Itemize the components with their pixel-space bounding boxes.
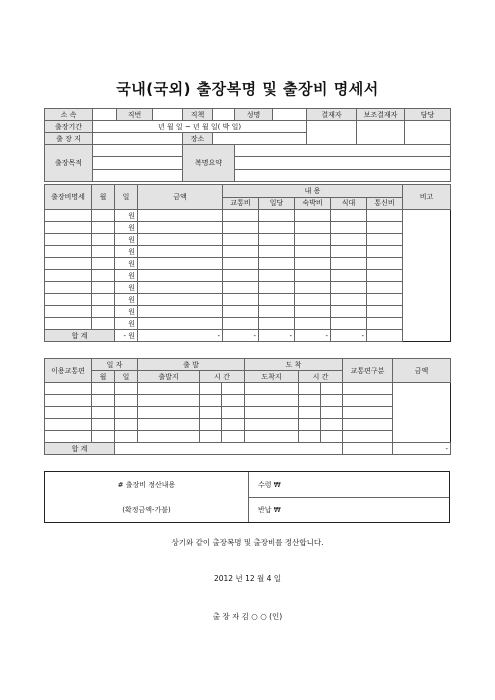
label-bojo-gyeoljaeja: 보조결재자	[357, 109, 405, 121]
expense-cell[interactable]	[295, 210, 331, 222]
expense-cell[interactable]	[331, 282, 367, 294]
transport-cell[interactable]	[200, 431, 222, 443]
expense-cell[interactable]	[138, 222, 223, 234]
transport-table	[44, 358, 451, 455]
exp-sub-header: 교통비	[223, 197, 259, 210]
expense-cell[interactable]	[92, 318, 115, 330]
expense-cell[interactable]	[45, 258, 92, 270]
expense-amount-cell[interactable]: 원	[115, 234, 138, 246]
transport-cell[interactable]	[138, 395, 200, 407]
expense-cell[interactable]	[367, 258, 403, 270]
exp-total-amount: - 원	[115, 330, 138, 342]
expense-cell[interactable]	[138, 282, 223, 294]
transport-cell[interactable]	[45, 407, 92, 419]
transport-cell[interactable]	[299, 419, 321, 431]
expense-cell[interactable]	[259, 294, 295, 306]
transport-row	[45, 419, 451, 431]
settlement-box	[44, 471, 450, 523]
expense-cell[interactable]	[45, 246, 92, 258]
expense-cell[interactable]	[331, 318, 367, 330]
transport-cell[interactable]	[92, 431, 115, 443]
expense-vertical-char: 비	[64, 193, 72, 201]
expense-cell[interactable]	[223, 222, 259, 234]
transport-cell[interactable]	[92, 407, 115, 419]
label-jikchaek: 직책	[183, 109, 213, 121]
transport-cell[interactable]	[343, 419, 393, 431]
expense-cell[interactable]	[92, 222, 115, 234]
expense-cell[interactable]	[92, 282, 115, 294]
expense-cell[interactable]	[138, 270, 223, 282]
transport-vertical-char: 이	[51, 366, 58, 375]
expense-cell[interactable]	[367, 270, 403, 282]
trn-total-empty	[115, 443, 343, 455]
transport-cell[interactable]	[45, 395, 92, 407]
settlement-left	[45, 472, 249, 522]
transport-cell[interactable]	[92, 395, 115, 407]
expense-cell[interactable]	[331, 294, 367, 306]
expense-cell[interactable]	[45, 234, 92, 246]
transport-vertical-char: 용	[57, 366, 65, 375]
transport-cell[interactable]	[92, 419, 115, 431]
expense-cell[interactable]	[295, 294, 331, 306]
bannap-field[interactable]: 반납 ₩	[258, 506, 281, 514]
expense-cell[interactable]	[367, 246, 403, 258]
statement-text: 상기와 같이 출장복명 및 출장비를 정산합니다.	[171, 538, 324, 547]
exp-sub-header: 식대	[331, 197, 367, 210]
expense-cell[interactable]	[223, 258, 259, 270]
expense-cell[interactable]	[259, 258, 295, 270]
transport-cell[interactable]	[245, 419, 299, 431]
transport-cell[interactable]	[245, 383, 299, 395]
transport-row	[45, 431, 451, 443]
transport-cell[interactable]	[245, 395, 299, 407]
expense-cell[interactable]	[295, 258, 331, 270]
expense-amount-cell[interactable]: 원	[115, 282, 138, 294]
transport-cell[interactable]	[343, 395, 393, 407]
transport-vertical-char: 통	[71, 366, 79, 375]
transport-cell[interactable]	[200, 419, 222, 431]
expense-cell[interactable]	[45, 318, 92, 330]
settlement-item1: # 출장비 정산내용	[117, 481, 176, 489]
expense-cell[interactable]	[92, 210, 115, 222]
expense-cell[interactable]	[138, 210, 223, 222]
expense-cell[interactable]	[367, 306, 403, 318]
trn-total-gubun	[343, 443, 393, 455]
trn-h-dochak: 도 착	[245, 359, 343, 371]
exp-sub-header: 숙박비	[295, 197, 331, 210]
transport-cell[interactable]	[45, 431, 92, 443]
expense-cell[interactable]	[92, 306, 115, 318]
expense-cell[interactable]	[92, 294, 115, 306]
transport-cell[interactable]	[200, 395, 222, 407]
exp-h-il: 일	[115, 185, 138, 210]
exp-sub-header: 일당	[259, 197, 295, 210]
transport-cell[interactable]	[321, 395, 343, 407]
transport-cell[interactable]	[299, 407, 321, 419]
expense-cell[interactable]	[295, 306, 331, 318]
date-text: 2012 년 12 월 4 일	[213, 574, 282, 583]
expense-cell[interactable]	[331, 222, 367, 234]
expense-row	[45, 318, 451, 330]
expense-cell[interactable]	[45, 270, 92, 282]
expense-amount-cell[interactable]: 원	[115, 294, 138, 306]
transport-cell[interactable]	[245, 431, 299, 443]
transport-cell[interactable]	[138, 419, 200, 431]
label-jangso: 장소	[183, 133, 213, 145]
expense-row	[45, 246, 451, 258]
expense-cell[interactable]	[295, 318, 331, 330]
transport-cell[interactable]	[222, 419, 245, 431]
expense-cell[interactable]	[138, 306, 223, 318]
trn-h-dochakji: 도착지	[245, 371, 299, 383]
exp-h-naeyong: 내 용	[223, 185, 403, 198]
expense-cell[interactable]	[92, 234, 115, 246]
expense-cell[interactable]	[45, 210, 92, 222]
label-seongmyeong: 성명	[235, 109, 273, 121]
exp-sub-header: 통신비	[367, 197, 403, 210]
transport-cell[interactable]	[299, 395, 321, 407]
label-damdang: 담당	[405, 109, 451, 121]
signer-text: 출 장 자 김 ○ ○ (인)	[212, 612, 283, 621]
transport-cell[interactable]	[138, 431, 200, 443]
transport-row	[45, 407, 451, 419]
exp-total-gyotong: -	[138, 330, 223, 342]
expense-cell[interactable]	[367, 294, 403, 306]
trn-h-sigan2: 시 간	[299, 371, 343, 383]
expense-cell[interactable]	[138, 258, 223, 270]
expense-cell[interactable]	[259, 306, 295, 318]
transport-row	[45, 383, 451, 395]
transport-cell[interactable]	[222, 395, 245, 407]
transport-cell[interactable]	[200, 383, 222, 395]
expense-vertical-char: 출	[51, 193, 58, 201]
transport-cell[interactable]	[321, 419, 343, 431]
expense-cell[interactable]	[259, 222, 295, 234]
expense-row	[45, 258, 451, 270]
expense-amount-cell[interactable]: 원	[115, 270, 138, 282]
label-bokmyeong-yoyak: 복명요약	[183, 145, 235, 182]
expense-cell[interactable]	[223, 306, 259, 318]
seongmyeong-value[interactable]	[273, 109, 307, 121]
expense-cell[interactable]	[92, 258, 115, 270]
trn-total-amount: -	[393, 443, 451, 455]
mokjeok-value-3[interactable]	[93, 169, 183, 181]
yoyak-value-3[interactable]	[235, 169, 451, 181]
exp-h-wol: 월	[92, 185, 115, 210]
expense-cell[interactable]	[331, 306, 367, 318]
exp-total-bigo	[367, 330, 403, 342]
expense-row	[45, 282, 451, 294]
transport-row	[45, 395, 451, 407]
transport-vertical-label	[45, 359, 92, 383]
suryeong-field[interactable]: 수령 ₩	[258, 481, 281, 489]
expense-vertical-label	[45, 185, 92, 210]
expense-table	[44, 184, 451, 342]
transport-cell[interactable]	[343, 407, 393, 419]
mokjeok-value-2[interactable]	[93, 157, 183, 169]
label-chuljangji: 출 장 지	[45, 133, 93, 145]
expense-cell[interactable]	[138, 234, 223, 246]
transport-cell[interactable]	[138, 407, 200, 419]
transport-cell[interactable]	[115, 419, 138, 431]
expense-row	[45, 234, 451, 246]
expense-cell[interactable]	[259, 270, 295, 282]
exp-total-sukbak: -	[259, 330, 295, 342]
expense-amount-cell[interactable]: 원	[115, 306, 138, 318]
expense-cell[interactable]	[331, 270, 367, 282]
transport-cell[interactable]	[92, 383, 115, 395]
trn-h-ilja: 일 자	[92, 359, 138, 371]
expense-cell[interactable]	[331, 210, 367, 222]
expense-cell[interactable]	[259, 282, 295, 294]
trn-h-chulbal: 출 발	[138, 359, 245, 371]
expense-cell[interactable]	[259, 234, 295, 246]
expense-cell[interactable]	[367, 318, 403, 330]
expense-cell[interactable]	[331, 258, 367, 270]
transport-cell[interactable]	[45, 383, 92, 395]
expense-row	[45, 294, 451, 306]
trn-total-label: 합 계	[45, 443, 115, 455]
expense-cell[interactable]	[45, 306, 92, 318]
expense-vertical-char: 장	[57, 193, 65, 201]
expense-cell[interactable]	[331, 234, 367, 246]
expense-amount-cell[interactable]: 원	[115, 210, 138, 222]
transport-cell[interactable]	[222, 431, 245, 443]
expense-cell[interactable]	[138, 294, 223, 306]
expense-cell[interactable]	[45, 222, 92, 234]
expense-cell[interactable]	[259, 246, 295, 258]
expense-cell[interactable]	[45, 294, 92, 306]
expense-cell[interactable]	[223, 246, 259, 258]
expense-vertical-char: 명	[71, 193, 79, 201]
transport-cell[interactable]	[321, 383, 343, 395]
expense-cell[interactable]	[223, 318, 259, 330]
transport-cell[interactable]	[222, 383, 245, 395]
sign-damdang[interactable]	[405, 121, 451, 145]
expense-cell[interactable]	[223, 294, 259, 306]
label-chuljang-mokjeok: 출장목적	[45, 145, 93, 182]
exp-total-label: 합 계	[45, 330, 115, 342]
chuljangji-value[interactable]	[93, 133, 183, 145]
transport-cell[interactable]	[222, 407, 245, 419]
exp-total-ildang: -	[223, 330, 259, 342]
exp-total-sikdae: -	[295, 330, 331, 342]
exp-total-tongsin: -	[331, 330, 367, 342]
transport-cell[interactable]	[115, 395, 138, 407]
transport-vertical-char: 교	[64, 366, 72, 375]
yoyak-value-1[interactable]	[235, 145, 451, 157]
expense-cell[interactable]	[295, 270, 331, 282]
mokjeok-value-1[interactable]	[93, 145, 183, 157]
transport-cell[interactable]	[115, 383, 138, 395]
transport-cell[interactable]	[115, 407, 138, 419]
settlement-divider	[248, 497, 449, 498]
trn-h-geumaek: 금액	[393, 359, 451, 383]
expense-cell[interactable]	[223, 234, 259, 246]
transport-cell[interactable]	[115, 431, 138, 443]
expense-cell[interactable]	[223, 282, 259, 294]
sosok-value[interactable]	[93, 109, 117, 121]
transport-cell[interactable]	[245, 407, 299, 419]
page-title: 국내(국외) 출장복명 및 출장비 명세서	[116, 80, 379, 98]
label-chuljang-gigan: 출장기간	[45, 121, 93, 133]
expense-cell[interactable]	[367, 234, 403, 246]
header-table	[44, 108, 451, 182]
trn-h-sigan: 시 간	[200, 371, 245, 383]
expense-cell[interactable]	[223, 270, 259, 282]
expense-amount-cell[interactable]: 원	[115, 222, 138, 234]
jikbeon-value[interactable]	[153, 109, 183, 121]
expense-cell[interactable]	[295, 234, 331, 246]
expense-amount-cell[interactable]: 원	[115, 318, 138, 330]
trn-h-gubun: 교통편구분	[343, 359, 393, 383]
expense-cell[interactable]	[331, 246, 367, 258]
trn-h-chulbalji: 출발지	[138, 371, 200, 383]
expense-row	[45, 306, 451, 318]
trn-h-il: 일	[115, 371, 138, 383]
transport-cell[interactable]	[200, 407, 222, 419]
expense-cell[interactable]	[259, 318, 295, 330]
transport-cell[interactable]	[343, 383, 393, 395]
expense-cell[interactable]	[295, 282, 331, 294]
expense-cell[interactable]	[259, 210, 295, 222]
exp-h-geumaek: 금액	[138, 185, 223, 210]
transport-vertical-char: 편	[78, 366, 85, 375]
expense-row	[45, 222, 451, 234]
jikchaek-value[interactable]	[213, 109, 235, 121]
transport-cell[interactable]	[343, 431, 393, 443]
transport-cell[interactable]	[138, 383, 200, 395]
expense-cell[interactable]	[367, 210, 403, 222]
gigan-value[interactable]: 년 월 일 ~ 년 월 일( 박 일)	[93, 121, 307, 133]
expense-cell[interactable]	[367, 282, 403, 294]
label-jikbeon: 직번	[117, 109, 153, 121]
exp-h-bigo: 비고	[403, 185, 451, 210]
expense-cell[interactable]	[138, 246, 223, 258]
settlement-item2: (확정금액-가불)	[122, 506, 171, 514]
yoyak-value-2[interactable]	[235, 157, 451, 169]
jangso-value[interactable]	[213, 133, 307, 145]
expense-cell[interactable]	[92, 270, 115, 282]
transport-cell[interactable]	[299, 383, 321, 395]
expense-cell[interactable]	[295, 222, 331, 234]
expense-cell[interactable]	[295, 246, 331, 258]
label-gyeoljaeja: 결재자	[307, 109, 357, 121]
expense-row	[45, 210, 451, 222]
expense-cell[interactable]	[92, 246, 115, 258]
expense-cell[interactable]	[45, 282, 92, 294]
sign-gyeoljaeja[interactable]	[307, 121, 357, 145]
expense-amount-cell[interactable]: 원	[115, 246, 138, 258]
expense-cell[interactable]	[223, 210, 259, 222]
expense-amount-cell[interactable]: 원	[115, 258, 138, 270]
trn-h-wol: 월	[92, 371, 115, 383]
transport-cell[interactable]	[321, 431, 343, 443]
expense-cell[interactable]	[367, 222, 403, 234]
expense-vertical-char: 세	[78, 193, 85, 201]
expense-cell[interactable]	[138, 318, 223, 330]
sign-bojo[interactable]	[357, 121, 405, 145]
label-sosok: 소 속	[45, 109, 93, 121]
transport-cell[interactable]	[299, 431, 321, 443]
transport-cell[interactable]	[45, 419, 92, 431]
expense-row	[45, 270, 451, 282]
transport-cell[interactable]	[321, 407, 343, 419]
